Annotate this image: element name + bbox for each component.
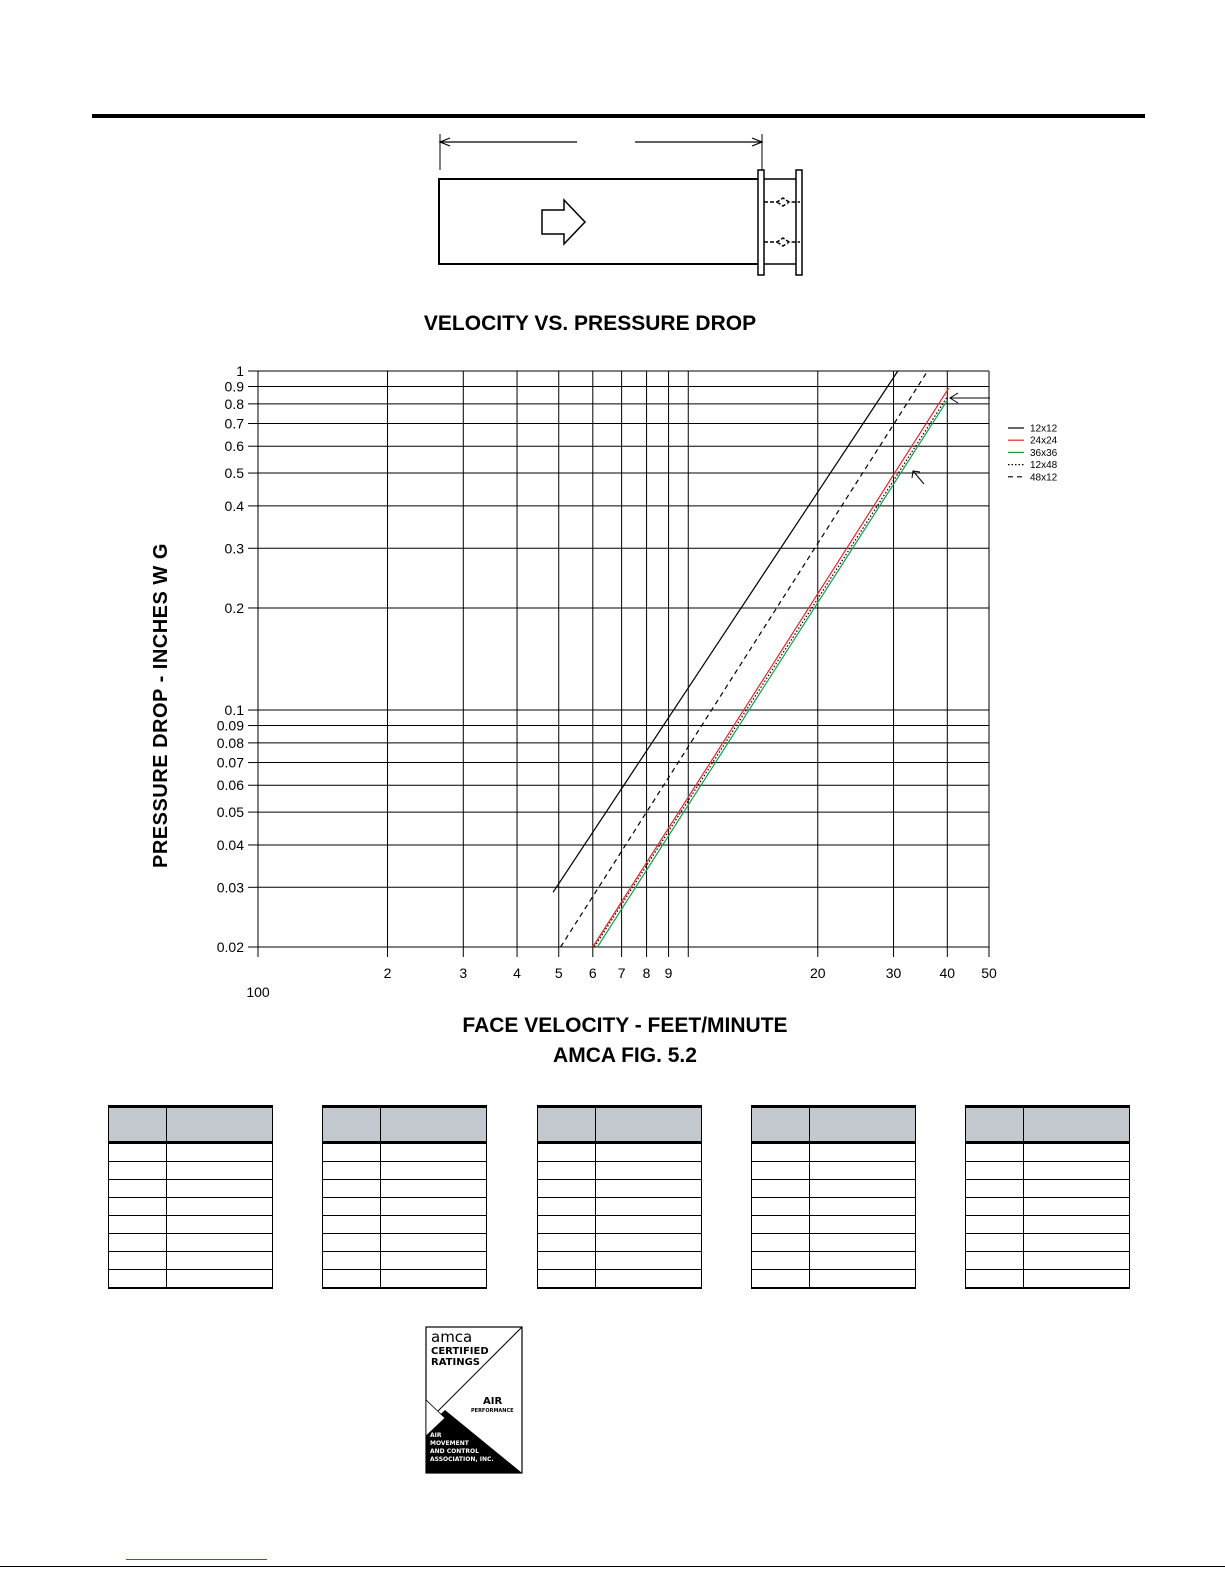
table-cell (167, 1270, 273, 1289)
table-cell (596, 1216, 702, 1234)
y-tick-label: 0.9 (224, 378, 244, 395)
y-tick-label: 0.03 (216, 879, 244, 896)
table-cell (752, 1143, 810, 1162)
table-header-cell (752, 1107, 810, 1143)
series-line-12x48 (594, 397, 947, 947)
x-tick-label: 6 (588, 965, 597, 981)
table-cell (810, 1143, 916, 1162)
rating-table (751, 1105, 916, 1289)
y-tick-label: 1 (236, 363, 244, 379)
legend-label: 12x48 (1030, 460, 1058, 472)
table-cell (810, 1234, 916, 1252)
rating-table (965, 1105, 1130, 1289)
table-cell (596, 1180, 702, 1198)
logo-amca: amca (431, 1328, 473, 1346)
y-tick-label: 0.2 (224, 599, 244, 616)
table-row (966, 1270, 1130, 1289)
table-cell (966, 1180, 1024, 1198)
table-cell (323, 1180, 381, 1198)
x-tick-label: 20 (809, 965, 826, 981)
table-cell (810, 1216, 916, 1234)
table-row (538, 1270, 702, 1289)
table-cell (538, 1252, 596, 1270)
table-header-cell (596, 1107, 702, 1143)
logo-ratings: RATINGS (431, 1357, 480, 1368)
table-row (966, 1216, 1130, 1234)
table-cell (1024, 1180, 1130, 1198)
table-cell (966, 1252, 1024, 1270)
y-tick-label: 0.4 (224, 497, 244, 514)
table-cell (752, 1180, 810, 1198)
y-tick-label: 0.3 (224, 540, 244, 557)
table-cell (596, 1162, 702, 1180)
x-tick-label: 8 (642, 965, 651, 981)
table-cell (752, 1252, 810, 1270)
table-cell (1024, 1143, 1130, 1162)
logo-certified: CERTIFIED (431, 1346, 489, 1357)
table-row (109, 1143, 273, 1162)
table-header-cell (810, 1107, 916, 1143)
table-row (538, 1180, 702, 1198)
table-cell (1024, 1252, 1130, 1270)
table-header-cell (1024, 1107, 1130, 1143)
legend-label: 36x36 (1030, 447, 1058, 459)
table-cell (810, 1270, 916, 1289)
x-axis-title: FACE VELOCITY - FEET/MINUTE (462, 1014, 788, 1037)
table-cell (966, 1143, 1024, 1162)
table-cell (596, 1252, 702, 1270)
x-tick-label: 4 (513, 965, 521, 981)
table-cell (323, 1270, 381, 1289)
table-cell (538, 1162, 596, 1180)
y-axis-title: PRESSURE DROP - INCHES W G (150, 543, 172, 868)
table-cell (966, 1234, 1024, 1252)
rating-table (322, 1105, 487, 1289)
table-row (752, 1162, 916, 1180)
table-header-cell (381, 1107, 487, 1143)
table-cell (538, 1198, 596, 1216)
table-cell (1024, 1216, 1130, 1234)
table-row (538, 1198, 702, 1216)
table-row (109, 1162, 273, 1180)
y-tick-label: 0.09 (216, 717, 244, 734)
table-cell (752, 1270, 810, 1289)
table-row (752, 1252, 916, 1270)
table-cell (810, 1252, 916, 1270)
table-cell (323, 1198, 381, 1216)
table-row (323, 1216, 487, 1234)
table-row (538, 1252, 702, 1270)
table-row (966, 1198, 1130, 1216)
table-row (752, 1216, 916, 1234)
table-row (109, 1198, 273, 1216)
table-row (109, 1234, 273, 1252)
logo-assoc-air: AIR (430, 1432, 442, 1439)
table-cell (381, 1234, 487, 1252)
table-header-cell (109, 1107, 167, 1143)
table-row (966, 1143, 1130, 1162)
table-cell (966, 1270, 1024, 1289)
table-cell (752, 1162, 810, 1180)
table-row (966, 1234, 1130, 1252)
table-cell (596, 1198, 702, 1216)
y-tick-label: 0.1 (224, 702, 244, 719)
table-cell (167, 1162, 273, 1180)
table-row (752, 1180, 916, 1198)
table-header-cell (538, 1107, 596, 1143)
legend-label: 12x12 (1030, 423, 1058, 435)
table-cell (538, 1216, 596, 1234)
table-row (538, 1143, 702, 1162)
table-cell (167, 1180, 273, 1198)
table-cell (109, 1198, 167, 1216)
table-cell (167, 1234, 273, 1252)
y-tick-label: 0.8 (224, 395, 244, 412)
table-cell (810, 1198, 916, 1216)
figure-caption: AMCA FIG. 5.2 (553, 1044, 697, 1067)
series-line-36x36 (597, 400, 947, 947)
x-tick-label: 50 (981, 965, 997, 981)
table-cell (538, 1234, 596, 1252)
table-cell (966, 1216, 1024, 1234)
table-cell (538, 1180, 596, 1198)
table-row (538, 1216, 702, 1234)
table-cell (1024, 1162, 1130, 1180)
logo-air: AIR (483, 1396, 503, 1407)
table-cell (109, 1270, 167, 1289)
table-cell (109, 1234, 167, 1252)
x-tick-label: 100 (246, 984, 270, 1000)
table-row (109, 1252, 273, 1270)
table-row (538, 1162, 702, 1180)
table-cell (381, 1198, 487, 1216)
table-cell (1024, 1270, 1130, 1289)
table-row (323, 1143, 487, 1162)
table-row (752, 1143, 916, 1162)
table-cell (381, 1180, 487, 1198)
table-cell (323, 1234, 381, 1252)
table-cell (596, 1143, 702, 1162)
x-tick-label: 2 (383, 965, 392, 981)
table-cell (538, 1270, 596, 1289)
table-row (966, 1180, 1130, 1198)
table-cell (966, 1162, 1024, 1180)
table-cell (167, 1198, 273, 1216)
table-cell (752, 1216, 810, 1234)
logo-performance: PERFORMANCE (471, 1408, 514, 1414)
table-cell (752, 1234, 810, 1252)
y-tick-label: 0.08 (216, 734, 244, 751)
table-row (109, 1270, 273, 1289)
table-row (966, 1252, 1130, 1270)
rating-table (108, 1105, 273, 1289)
table-cell (167, 1143, 273, 1162)
table-cell (109, 1252, 167, 1270)
table-header-cell (167, 1107, 273, 1143)
x-tick-label: 5 (554, 965, 563, 981)
table-row (538, 1234, 702, 1252)
table-cell (810, 1162, 916, 1180)
logo-assoc-control: AND CONTROL (430, 1448, 479, 1455)
table-row (752, 1270, 916, 1289)
amca-certified-logo (425, 1326, 523, 1474)
table-cell (109, 1162, 167, 1180)
table-row (323, 1234, 487, 1252)
y-tick-label: 0.7 (224, 415, 244, 432)
table-cell (381, 1216, 487, 1234)
table-cell (381, 1252, 487, 1270)
logo-assoc-inc: ASSOCIATION, INC. (430, 1456, 494, 1463)
y-tick-label: 0.07 (216, 754, 244, 771)
table-cell (1024, 1234, 1130, 1252)
table-cell (323, 1162, 381, 1180)
x-tick-label: 40 (939, 965, 956, 981)
x-tick-label: 7 (617, 965, 626, 981)
footer-link[interactable] (126, 1559, 267, 1560)
table-cell (538, 1143, 596, 1162)
legend-label: 48x12 (1030, 472, 1058, 484)
table-cell (323, 1252, 381, 1270)
table-row (109, 1216, 273, 1234)
table-cell (1024, 1198, 1130, 1216)
y-tick-label: 0.06 (216, 777, 244, 794)
table-cell (323, 1216, 381, 1234)
table-cell (323, 1143, 381, 1162)
table-cell (596, 1270, 702, 1289)
y-tick-label: 0.05 (216, 804, 244, 821)
series-line-48x12 (561, 371, 928, 947)
table-row (323, 1270, 487, 1289)
table-row (323, 1180, 487, 1198)
table-row (323, 1252, 487, 1270)
x-tick-label: 3 (459, 965, 468, 981)
table-cell (109, 1143, 167, 1162)
y-tick-label: 0.04 (216, 836, 244, 853)
logo-assoc-movement: MOVEMENT (430, 1440, 469, 1447)
table-row (752, 1234, 916, 1252)
chart-title: VELOCITY VS. PRESSURE DROP (423, 312, 757, 335)
table-row (323, 1198, 487, 1216)
y-tick-label: 0.02 (216, 939, 244, 955)
rating-table (537, 1105, 702, 1289)
table-cell (966, 1198, 1024, 1216)
table-row (323, 1162, 487, 1180)
legend-label: 24x24 (1030, 435, 1058, 447)
table-row (109, 1180, 273, 1198)
y-tick-label: 0.5 (224, 465, 244, 482)
table-cell (381, 1162, 487, 1180)
bottom-rule (0, 1566, 1225, 1567)
table-cell (810, 1180, 916, 1198)
series-line-12x12 (553, 371, 898, 892)
table-row (752, 1198, 916, 1216)
table-cell (381, 1143, 487, 1162)
x-tick-label: 9 (664, 965, 673, 981)
y-tick-label: 0.6 (224, 438, 244, 455)
table-cell (109, 1216, 167, 1234)
table-cell (167, 1252, 273, 1270)
table-cell (752, 1198, 810, 1216)
table-header-cell (323, 1107, 381, 1143)
x-tick-label: 30 (885, 965, 902, 981)
table-cell (109, 1180, 167, 1198)
table-row (966, 1162, 1130, 1180)
table-header-cell (966, 1107, 1024, 1143)
table-cell (167, 1216, 273, 1234)
table-cell (381, 1270, 487, 1289)
table-cell (596, 1234, 702, 1252)
